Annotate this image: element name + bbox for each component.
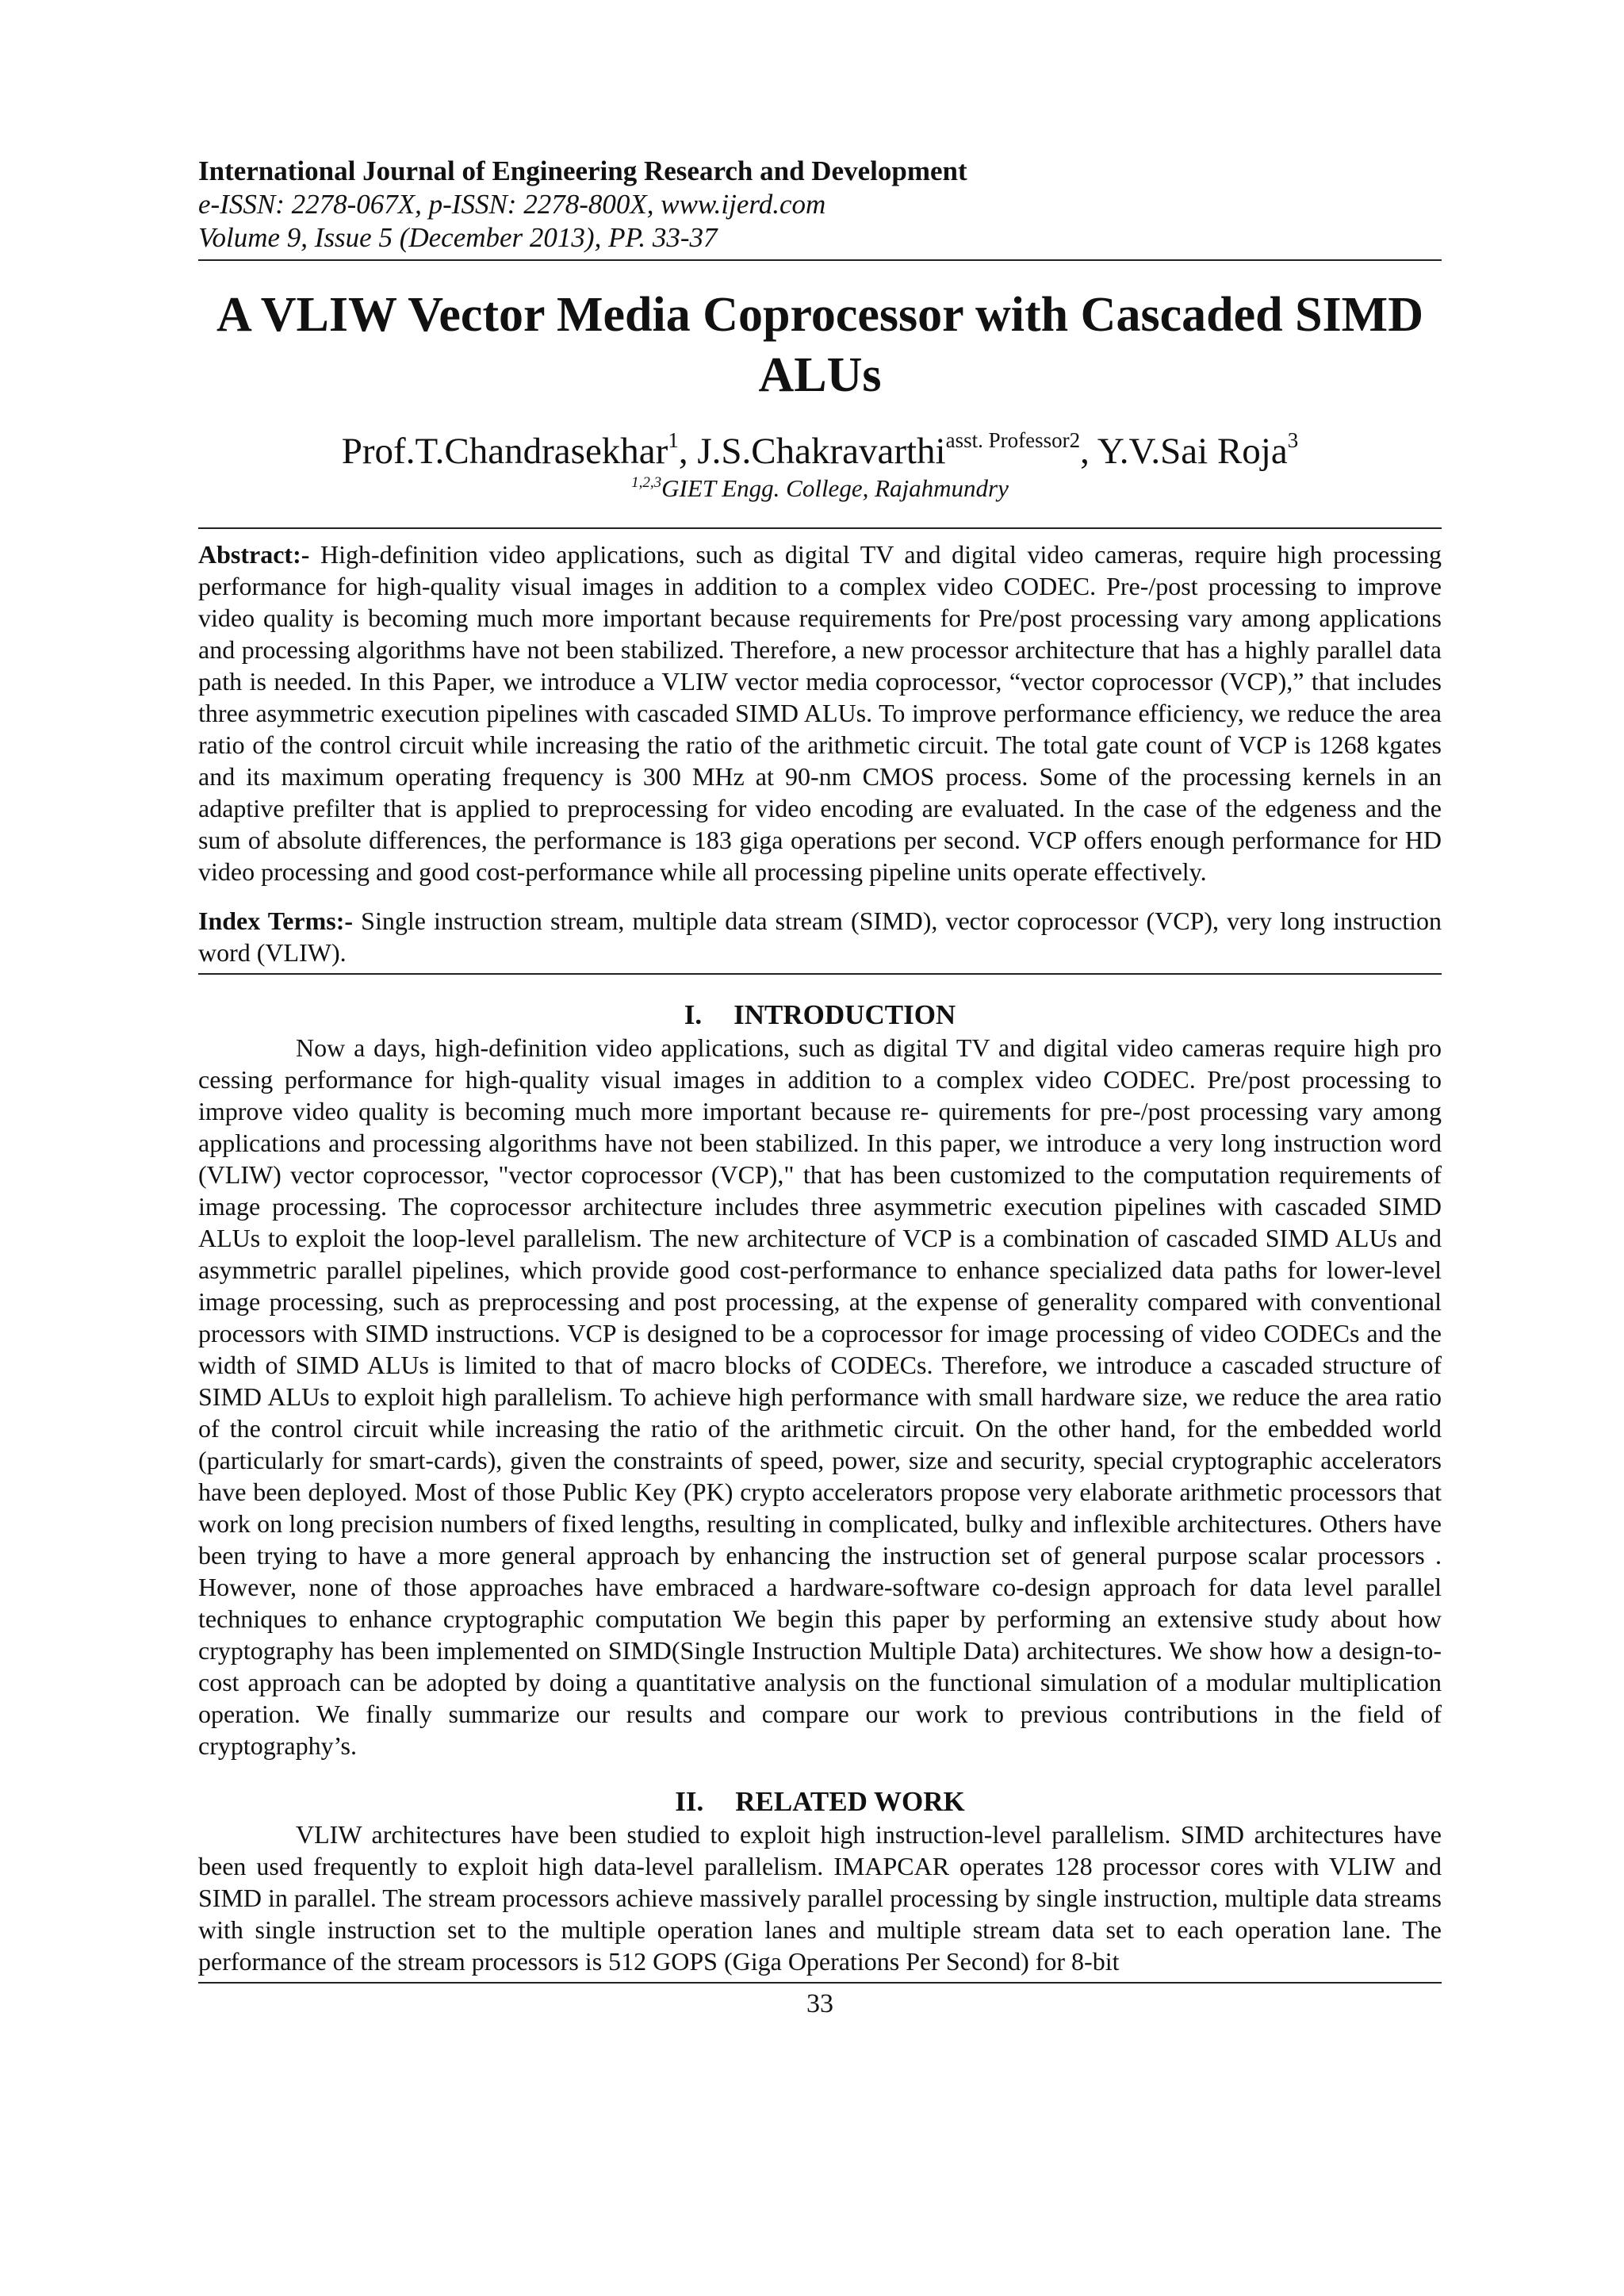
affiliation [198,473,1442,504]
header-divider [198,259,1442,261]
abstract-block [198,527,1442,975]
section-heading [198,999,1442,1032]
paper-page [198,155,1442,2020]
page-number: 33 [806,1989,833,2018]
section-heading [198,1785,1442,1819]
section-paragraph: Now a days, high-definition video applications, such as digital TV and digital video cameras require high pro cessing performance for high-quality visual images in addition to a complex video CODEC. Pre/post processing to improve video quality is becoming much more important because re- quirements for pre-/post processing vary among applications and processing algorithms have not been stabilized. In this paper, we introduce a very long instruction word (VLIW) vector coprocessor, "vector coprocessor (VCP)," that has been customized to the computation requirements of image processing. The coprocessor architecture includes three asymmetric execution pipelines with cascaded SIMD ALUs to exploit the loop-level parallelism. The new architecture of VCP is a combination of cascaded SIMD ALUs and asymmetric parallel pipelines, which provide good cost-performance to enhance specialized data paths for lower-level image processing, such as preprocessing and post processing, at the expense of generality compared with conventional processors with SIMD instructions. VCP is designed to be a coprocessor for image processing of video CODECs and the width of SIMD ALUs is limited to that of macro blocks of CODECs. Therefore, we introduce a cascaded structure of SIMD ALUs to exploit high parallelism. To achieve high performance with small hardware size, we reduce the area ratio of the control circuit while increasing the ratio of the arithmetic circuit. On the other hand, for the embedded world (particularly for smart-cards), given the constraints of speed, power, size and security, special cryptographic accelerators have been deployed. Most of those Public Key (PK) crypto accelerators propose very elaborate arithmetic processors that work on long precision numbers of fixed lengths, resulting in complicated, bulky and inflexible architectures. Others have been trying to have a more general approach by enhancing the instruction set of general purpose scalar processors . However, none of those approaches have embraced a hardware-software co-design approach for data level parallel techniques to enhance cryptographic computation We begin this paper by performing an extensive study about how cryptography has been implemented on SIMD(Single Instruction Multiple Data) architectures. We show how a design-to-cost approach can be adopted by doing a quantitative analysis on the functional simulation of a modular multiplication operation. We finally summarize our results and compare our work to previous contributions in the field of cryptography’s. [198,1033,1442,1760]
index-terms [198,905,1442,968]
section-number: I. [684,999,703,1030]
paper-title: A VLIW Vector Media Coprocessor with Cascaded SIMD ALUs [216,288,1423,402]
author-superscript: 1 [668,428,679,452]
section-title: INTRODUCTION [733,999,956,1030]
index-terms-text: Single instruction stream, multiple data stream (SIMD), vector coprocessor (VCP), very long instruction word (VLIW). [198,907,1442,967]
affiliation-text: GIET Engg. College, Rajahmundry [661,474,1009,502]
author-separator: , [1080,431,1097,472]
footer-divider [198,1982,1442,1984]
author-superscript: asst. Professor2 [945,428,1081,452]
abstract-label: Abstract:- [198,540,310,569]
affiliation-superscript: 1,2,3 [631,474,662,491]
journal-volume: Volume 9, Issue 5 (December 2013), PP. 33-37 [198,222,718,253]
journal-name: International Journal of Engineering Research and Development [198,155,967,186]
author-separator: , [678,431,698,472]
journal-issn: e-ISSN: 2278-067X, p-ISSN: 2278-800X, www.ijerd.com [198,189,826,220]
section-number: II. [675,1786,704,1817]
author-name: Prof.T.Chandrasekhar [341,431,668,472]
abstract [198,539,1442,887]
abstract-divider [198,973,1442,975]
author-superscript: 3 [1287,428,1299,452]
author-line [198,429,1442,473]
section-paragraph: VLIW architectures have been studied to exploit high instruction-level parallelism. SIMD architectures have been used frequently to exploit high data-level parallelism. IMAPCAR operates 128 processor cores with VLIW and SIMD in parallel. The stream processors achieve massively parallel processing by single instruction, multiple data streams with single instruction set to the multiple operation lanes and multiple stream data set to each operation lane. The performance of the stream processors is 512 GOPS (Giga Operations Per Second) for 8-bit [198,1820,1442,1976]
author-name: Y.V.Sai Roja [1097,431,1288,472]
index-terms-label: Index Terms:- [198,907,354,935]
abstract-text: High-definition video applications, such as digital TV and digital video cameras, require high processing performance for high-quality visual images in addition to a complex video CODEC. Pre-/post processing to improve video quality is becoming much more important because requirements for Pre/post processing vary among applications and processing algorithms have not been stabilized. Therefore, a new processor architecture that has a highly parallel data path is needed. In this Paper, we introduce a VLIW vector media coprocessor, “vector coprocessor (VCP),” that includes three asymmetric execution pipelines with cascaded SIMD ALUs. To improve performance efficiency, we reduce the area ratio of the control circuit while increasing the ratio of the arithmetic circuit. The total gate count of VCP is 1268 kgates and its maximum operating frequency is 300 MHz at 90-nm CMOS process. Some of the processing kernels in an adaptive prefilter that is applied to preprocessing for video encoding are evaluated. In the case of the edgeness and the sum of absolute differences, the performance is 183 giga operations per second. VCP offers enough performance for HD video processing and good cost-performance while all processing pipeline units operate effectively. [198,540,1442,886]
journal-header [198,155,1442,261]
author-name: J.S.Chakravarthi [697,431,946,472]
section-title: RELATED WORK [735,1786,965,1817]
